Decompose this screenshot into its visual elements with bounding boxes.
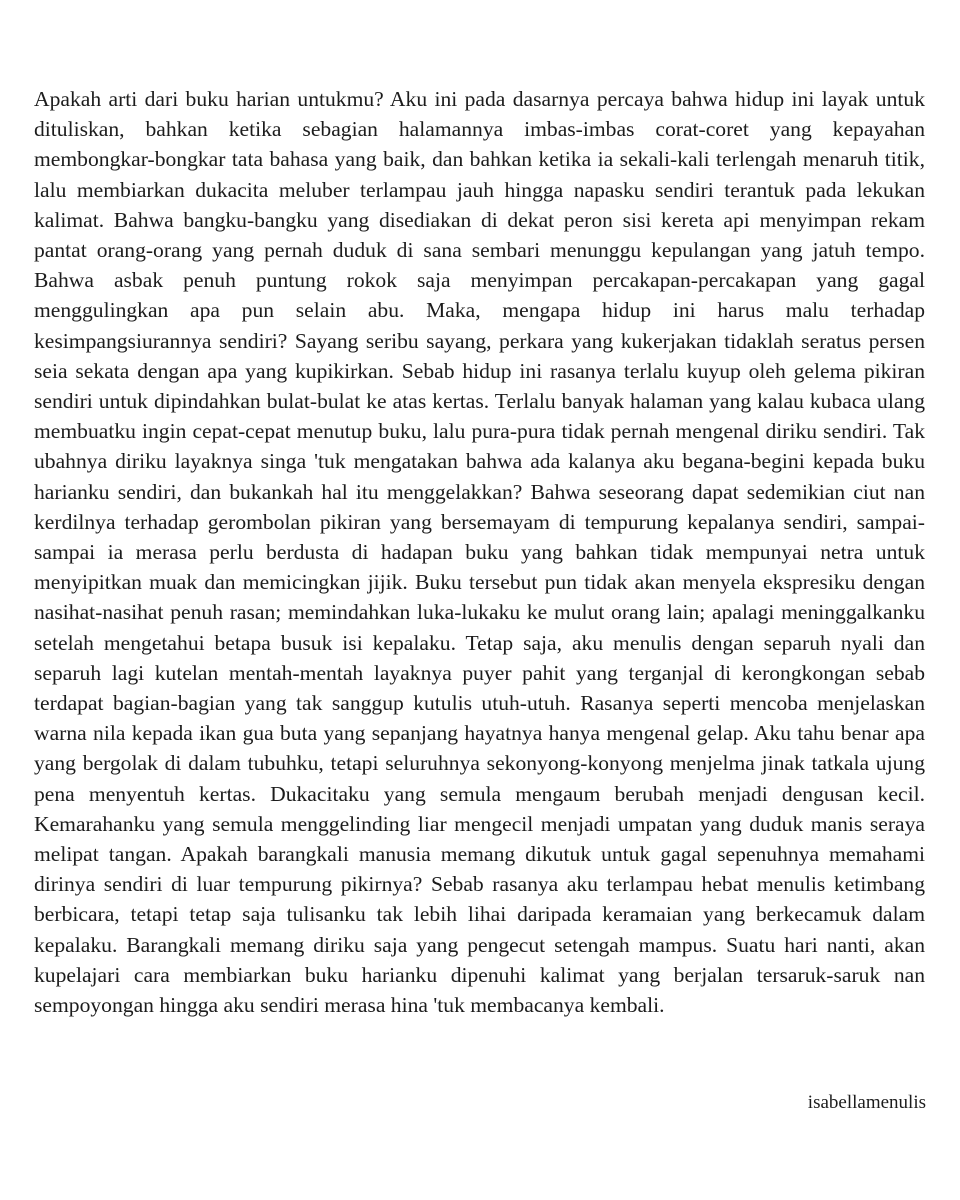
diary-essay-text: Apakah arti dari buku harian untukmu? Aku ini pada dasarnya percaya bahwa hidup ini layak untuk dituliskan, bahkan ketika sebagian halamannya imbas-imbas corat-coret yang kepayahan membongkar-bongkar tata bahasa yang baik, dan bahkan ketika ia sekali-kali terlengah menaruh titik, lalu membiarkan dukacita meluber terlampau jauh hingga napasku sendiri terantuk pada lekukan kalimat. Bahwa bangku-bangku yang disediakan di dekat peron sisi kereta api menyimpan rekam pantat orang-orang yang pernah duduk di sana sembari menunggu kepulangan yang jatuh tempo. Bahwa asbak penuh puntung rokok saja menyimpan percakapan-percakapan yang gagal menggulingkan apa pun selain abu. Maka, mengapa hidup ini harus malu terhadap kesimpangsiurannya sendiri? Sayang seribu sayang, perkara yang kukerjakan tidaklah seratus persen seia sekata dengan apa yang kupikirkan. Sebab hidup ini rasanya terlalu kuyup oleh gelema pikiran sendiri untuk dipindahkan bulat-bulat ke atas kertas. Terlalu banyak halaman yang kalau kubaca ulang membuatku ingin cepat-cepat menutup buku, lalu pura-pura tidak pernah mengenal diriku sendiri. Tak ubahnya diriku layaknya singa 'tuk mengatakan bahwa ada kalanya aku begana-begini kepada buku harianku sendiri, dan bukankah hal itu menggelakkan? Bahwa seseorang dapat sedemikian ciut nan kerdilnya terhadap gerombolan pikiran yang bersemayam di tempurung kepalanya sendiri, sampai-sampai ia merasa perlu berdusta di hadapan buku yang bahkan tidak mempunyai netra untuk menyipitkan muak dan memicingkan jijik. Buku tersebut pun tidak akan menyela ekspresiku dengan nasihat-nasihat penuh rasan; memindahkan luka-lukaku ke mulut orang lain; apalagi meninggalkanku setelah mengetahui betapa busuk isi kepalaku. Tetap saja, aku menulis dengan separuh nyali dan separuh lagi kutelan mentah-mentah layaknya puyer pahit yang terganjal di kerongkongan sebab terdapat bagian-bagian yang tak sanggup kutulis utuh-utuh. Rasanya seperti mencoba menjelaskan warna nila kepada ikan gua buta yang sepanjang hayatnya hanya mengenal gelap. Aku tahu benar apa yang bergolak di dalam tubuhku, tetapi seluruhnya sekonyong-konyong menjelma jinak tatkala ujung pena menyentuh kertas. Dukacitaku yang semula mengaum berubah menjadi dengusan kecil. Kemarahanku yang semula menggelinding liar mengecil menjadi umpatan yang duduk manis seraya melipat tangan. Apakah barangkali manusia memang dikutuk untuk gagal sepenuhnya memahami dirinya sendiri di luar tempurung pikirnya? Sebab rasanya aku terlampau hebat menulis ketimbang berbicara, tetapi tetap saja tulisanku tak lebih lihai daripada keramaian yang berkecamuk dalam kepalaku. Barangkali memang diriku saja yang pengecut setengah mampus. Suatu hari nanti, akan kupelajari cara membiarkan buku harianku dipenuhi kalimat yang berjalan tersaruk-saruk nan sempoyongan hingga aku sendiri merasa hina 'tuk membacanya kembali. [34,87,925,1018]
author-signature: isabellamenulis [807,1092,926,1113]
